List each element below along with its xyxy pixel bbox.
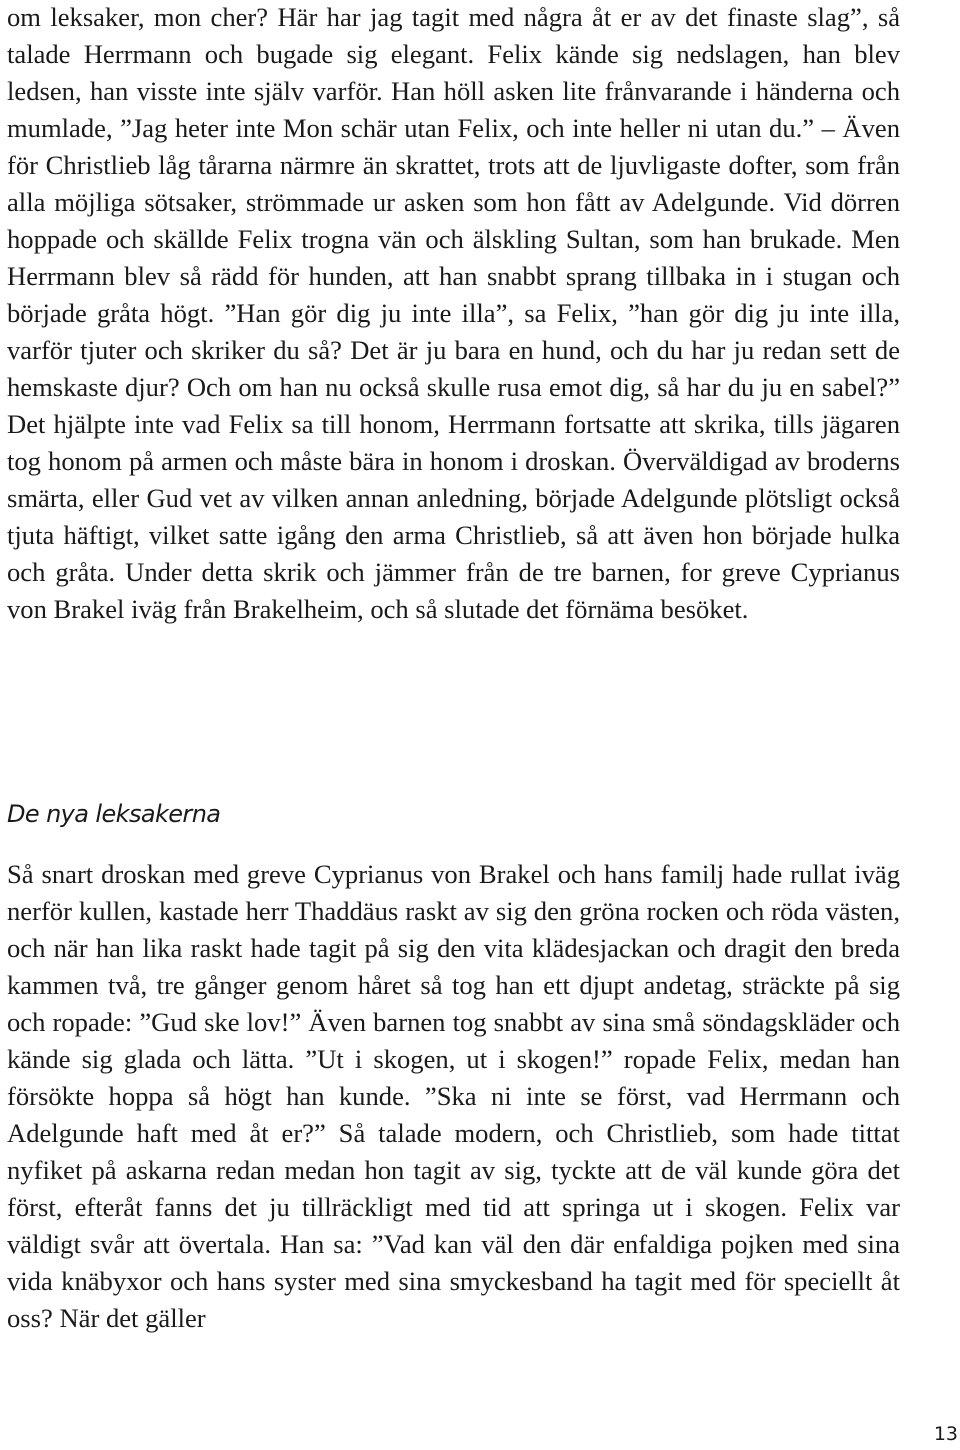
page-number: 13 [933,1423,958,1445]
section-heading: De nya leksakerna [7,800,221,828]
body-paragraph-2: Så snart droskan med greve Cyprianus von Brakel och hans familj hade rullat iväg nerför kullen, kastade herr Thaddäus raskt av sig den gröna rocken och röda västen, och när han lika raskt hade tagit på sig den vita klädesjackan och dragit den breda kammen två, tre gånger genom håret så tog han ett djupt andetag, sträckte på sig och ropade: ”Gud ske lov!” Även barnen tog snabbt av sina små söndagskläder och kände sig glada och lätta. ”Ut i skogen, ut i skogen!” ropade Felix, medan han försökte hoppa så högt han kunde. ”Ska ni inte se först, vad Herrmann och Adelgunde haft med åt er?” Så talade modern, och Christlieb, som hade tittat nyfiket på askarna redan medan hon tagit av sig, tyckte att de väl kunde göra det först, efteråt fanns det ju tillräckligt med tid att springa ut i skogen. Felix var väldigt svår att övertala. Han sa: ”Vad kan väl den där enfaldiga pojken med sina vida knäbyxor och hans syster med sina smyckesband ha tagit med för speciellt åt oss? När det gäller [7,859,900,1333]
body-paragraph-1: om leksaker, mon cher? Här har jag tagit med några åt er av det finaste slag”, så talade Herrmann och bugade sig elegant. Felix kände sig nedslagen, han blev ledsen, han visste inte själv varför. Han höll asken lite frånvarande i händerna och mumlade, ”Jag heter inte Mon schär utan Felix, och inte heller ni utan du.” – Även för Christlieb låg tårarna närmre än skrattet, trots att de ljuvligaste dofter, som från alla möjliga sötsaker, strömmade ur asken som hon fått av Adelgunde. Vid dörren hoppade och skällde Felix trogna vän och älskling Sultan, som han brukade. Men Herrmann blev så rädd för hunden, att han snabbt sprang tillbaka in i stugan och började gråta högt. ”Han gör dig ju inte illa”, sa Felix, ”han gör dig ju inte illa, varför tjuter och skriker du så? Det är ju bara en hund, och du har ju redan sett de hemskaste djur? Och om han nu också skulle rusa emot dig, så har du ju en sabel?” Det hjälpte inte vad Felix sa till honom, Herrmann fortsatte att skrika, tills jägaren tog honom på armen och måste bära in honom i droskan. Överväldigad av broderns smärta, eller Gud vet av vilken annan anledning, började Adelgunde plötsligt också tjuta häftigt, vilket satte igång den arma Christlieb, så att även hon började hulka och gråta. Under detta skrik och jämmer från de tre barnen, for greve Cyprianus von Brakel iväg från Brakelheim, och så slutade det förnäma besöket. [7,2,900,624]
